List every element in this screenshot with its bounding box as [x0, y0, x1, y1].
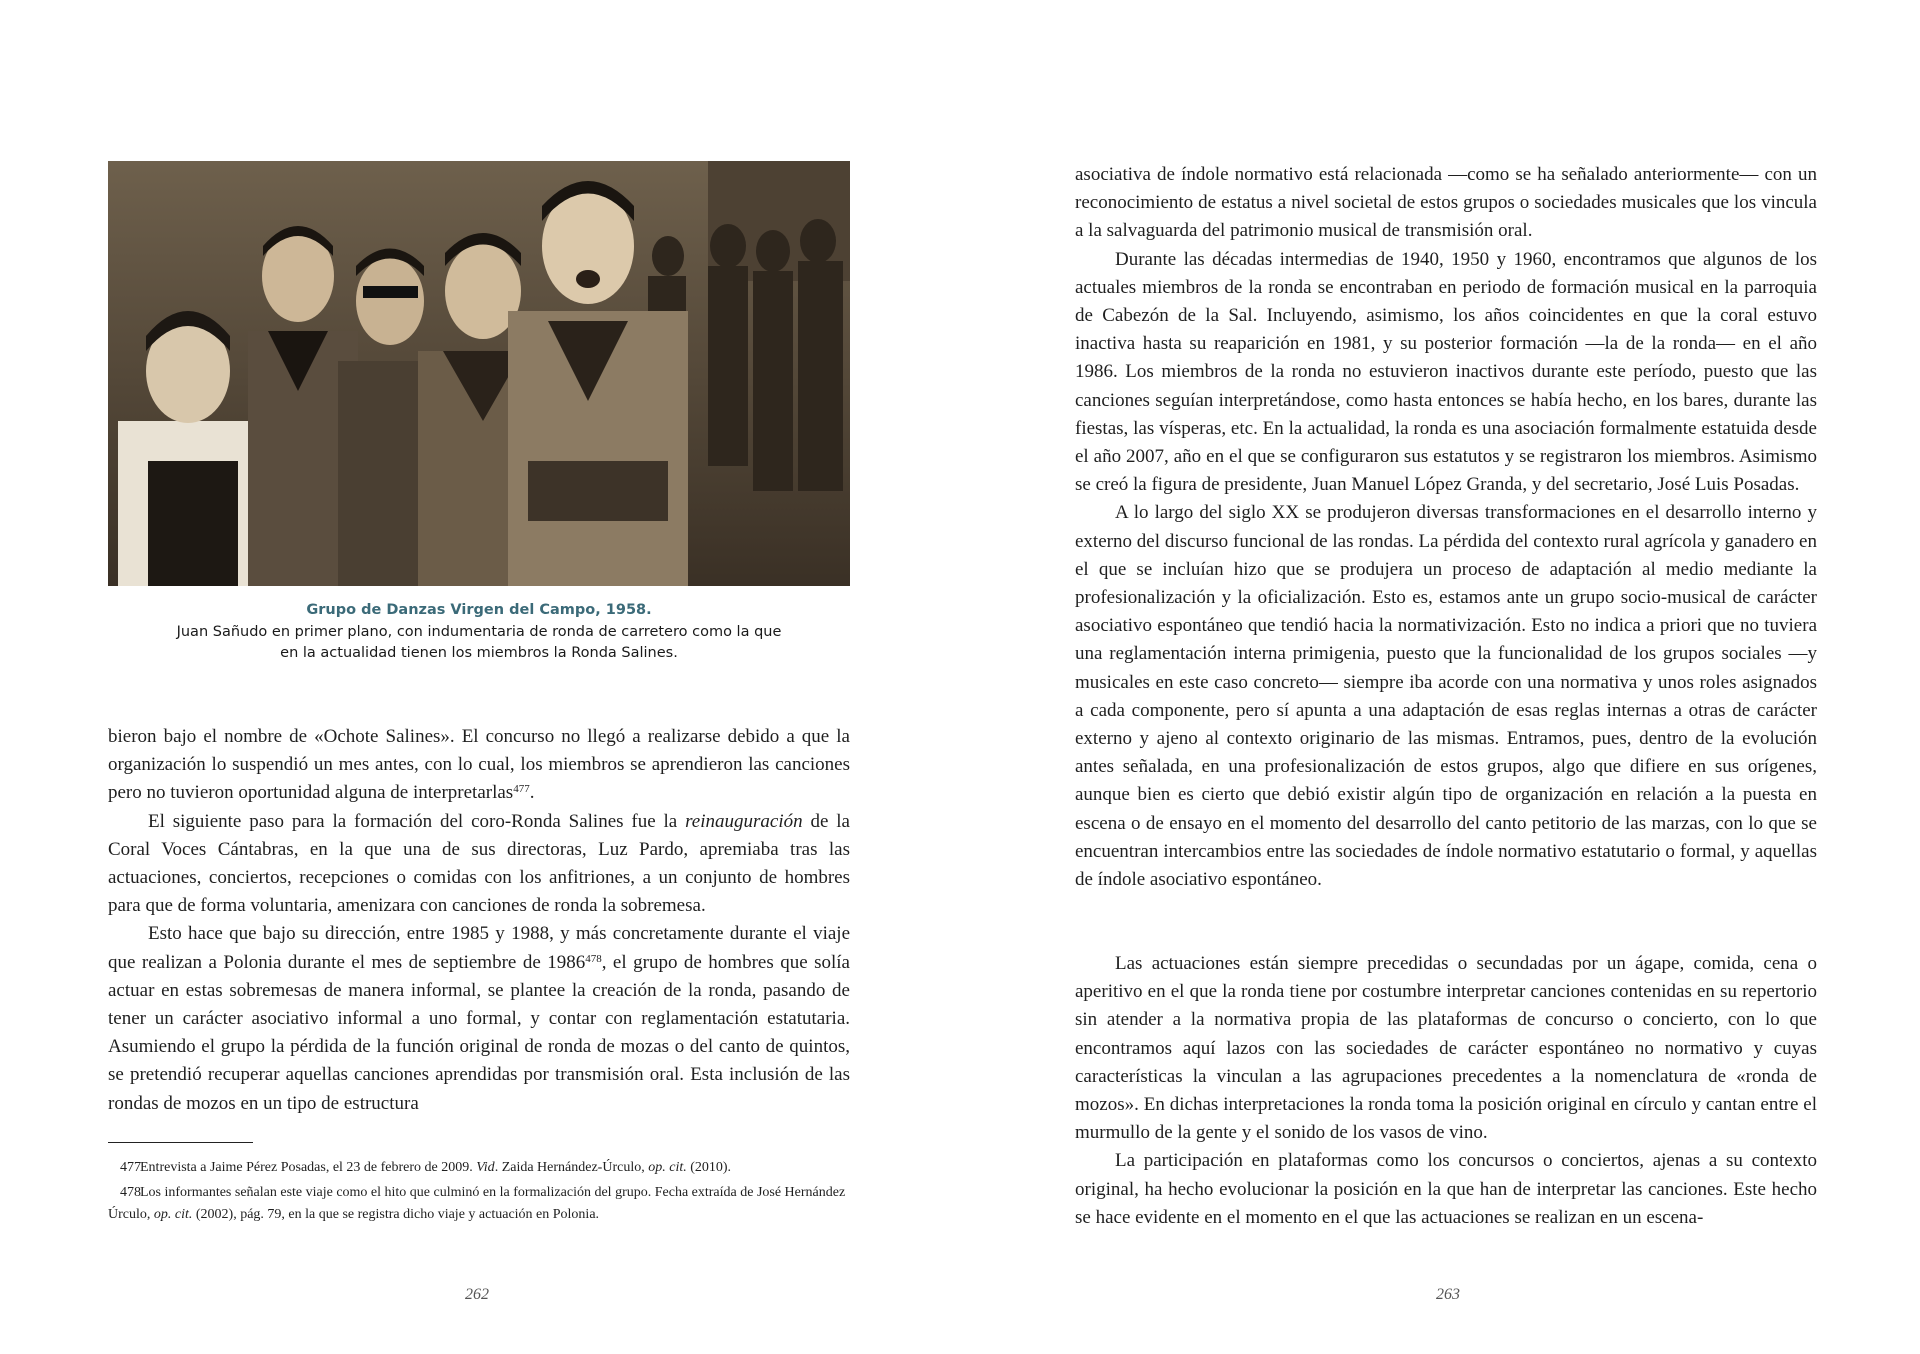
right-page	[960, 0, 1920, 1354]
footnote-478-number: 478	[120, 1185, 141, 1200]
group-photo	[108, 161, 850, 586]
footnote-477-em-2: op. cit.	[648, 1160, 687, 1175]
right-paragraph-3: A lo largo del siglo XX se produjeron diversas transformaciones en el desarrollo interno y externo del discurso funcional de las rondas. La pérdida del contexto rural agrícola y ganadero en el que se incluían hizo que se produjera un proceso de adaptación al medio mediante la profesionalización y la oficialización. Esto es, estamos ante un grupo socio-musical de carácter asociativo espontáneo que tendió hacia la normativización. Esto no indica a priori que no tuviera una reglamentación interna primigenia, puesto que la funcionalidad de los grupos sociales —y musicales en este caso concreto— siempre iba acorde con una normativa y unos roles asignados a cada componente, pero sí apunta a una adaptación de esas reglas internas a otras de carácter externo y ajeno al contexto originario de las mismas. Entramos, pues, dentro de la evolución antes señalada, en una profesionalización de estos grupos, algo que difiere en sus orígenes, aunque bien es cierto que debió existir algún tipo de organización en relación a la puesta en escena o de ensayo en el momento del desarrollo del canto petitorio de las marzas, con lo que se encuentran intercambios entre las sociedades de índole normativo estatutario o formal, y aquellas de índole asociativo espontáneo.	[1075, 502, 1817, 891]
footnote-477-text-a: Entrevista a Jaime Pérez Posadas, el 23 de febrero de 2009.	[140, 1160, 477, 1175]
right-body-text-bottom	[1075, 950, 1817, 1232]
right-paragraph-1: asociativa de índole normativo está relacionada —como se ha señalado anteriormente— con un reconocimiento de estatus a nivel societal de estos grupos o sociedades musicales que los vincula a la salvaguarda del patrimonio musical de transmisión oral.	[1075, 164, 1817, 242]
left-p2-text-a: El siguiente paso para la formación del coro-Ronda Salines fue la	[148, 810, 686, 832]
footnote-divider	[108, 1142, 253, 1143]
footnote-478-text-a: Los informantes señalan este viaje como el hito que culminó en la formalización del grupo. Fecha extraída de José Hernández Úrculo,	[108, 1185, 846, 1222]
left-paragraph-2	[108, 808, 850, 921]
right-body-text-top	[1075, 161, 1817, 894]
left-p1-end: .	[529, 782, 535, 804]
right-paragraph-4: Las actuaciones están siempre precedidas o secundadas por un ágape, comida, cena o aperitivo en el que la ronda tiene por costumbre interpretar canciones contenidas en su repertorio sin atender a la normativa propia de las plataformas de concurso o concierto, con lo que encontramos aquí lazos con las sociedades de carácter espontáneo no normativo y cuyas características la vinculan a las agrupaciones precedentes a la nomenclatura de «ronda de mozos». En dichas interpretaciones la ronda toma la posición original en círculo y cantan entre el murmullo de la gente y el sonido de los vasos de vino.	[1075, 953, 1817, 1144]
footnote-477-text-c: (2010).	[686, 1160, 732, 1175]
left-p2-emphasis: reinauguración	[685, 810, 803, 832]
footnote-478-text-b: (2002), pág. 79, en la que se registra dicho viaje y actuación en Polonia.	[192, 1207, 600, 1222]
footnote-478-em: op. cit.	[153, 1207, 193, 1222]
left-p3-text-b: , el grupo de hombres que solía actuar en estas sobremesas de manera informal, se plantee la creación de la ronda, pasando de tener un carácter asociativo informal a uno formal, y contar con reglamentación estatutaria. Asumiendo el grupo la pérdida de la función original de ronda de mozas o del canto de quintos, se pretendió recuperar aquellas canciones aprendidas por transmisión oral. Esta inclusión de las rondas de mozos en un tipo de estructura	[108, 951, 850, 1114]
left-paragraph-3	[108, 920, 850, 1117]
page-number-left: 262	[465, 1286, 489, 1303]
page-number-right: 263	[1436, 1286, 1460, 1303]
caption-line-2: en la actualidad tienen los miembros la Ronda Salines.	[280, 645, 678, 661]
right-paragraph-2: Durante las décadas intermedias de 1940, 1950 y 1960, encontramos que algunos de los actuales miembros de la ronda se encontraban en periodo de formación musical en la parroquia de Cabezón de la Sal. Incluyendo, asimismo, los años coincidentes en que la coral estuvo inactiva hasta su reaparición en 1981, y su posterior formación —la de la ronda— en el año 1986. Los miembros de la ronda no estuvieron inactivos durante este período, puesto que las canciones seguían interpretándose, como hasta entonces se había hecho, en los bares, durante las fiestas, las vísperas, etc. En la actualidad, la ronda es una asociación formalmente estatuida desde el año 2007, año en el que se configuraron sus estatutos y se registraron los miembros. Asimismo se creó la figura de presidente, Juan Manuel López Granda, y del secretario, José Luis Posadas.	[1075, 248, 1817, 496]
footnote-ref-477[interactable]: 477	[513, 783, 530, 796]
footnote-477-number: 477	[120, 1160, 141, 1175]
caption-title: Grupo de Danzas Virgen del Campo, 1958.	[306, 602, 652, 618]
caption-line-1: Juan Sañudo en primer plano, con indumentaria de ronda de carretero como la que	[176, 624, 782, 640]
photo-illustration	[108, 161, 850, 586]
left-p2-text-b: de la Coral Voces Cántabras, en la que una de sus directoras, Luz Pardo, apremiaba tras las actuaciones, conciertos, recepciones o comidas con los anfitriones, a un conjunto de hombres para que de forma voluntaria, amenizara con canciones de ronda la sobremesa.	[108, 810, 850, 917]
footnote-477-text-b: . Zaida Hernández-Úrculo,	[494, 1160, 649, 1175]
left-p1-text: bieron bajo el nombre de «Ochote Salines». El concurso no llegó a realizarse debido a que la organización lo suspendió un mes antes, con lo cual, los miembros se aprendieron las canciones pero no tuvieron oportunidad alguna de interpretarlas	[108, 726, 850, 804]
right-paragraph-5: La participación en plataformas como los concursos o conciertos, ajenas a su contexto original, ha hecho evolucionar la posición en la que han de interpretar las canciones. Este hecho se hace evidente en el momento en el que las actuaciones se realizan en un escena-	[1075, 1150, 1817, 1228]
footnote-477	[108, 1157, 850, 1179]
footnote-ref-478[interactable]: 478	[585, 952, 602, 965]
footnote-478	[108, 1182, 850, 1226]
footnote-477-em-1: Vid	[476, 1160, 495, 1175]
left-paragraph-1	[108, 723, 850, 808]
left-body-text	[108, 723, 850, 1118]
left-p3-text-a: Esto hace que bajo su dirección, entre 1985 y 1988, y más concretamente durante el viaje que realizan a Polonia durante el mes de septiembre de 1986	[108, 923, 850, 973]
